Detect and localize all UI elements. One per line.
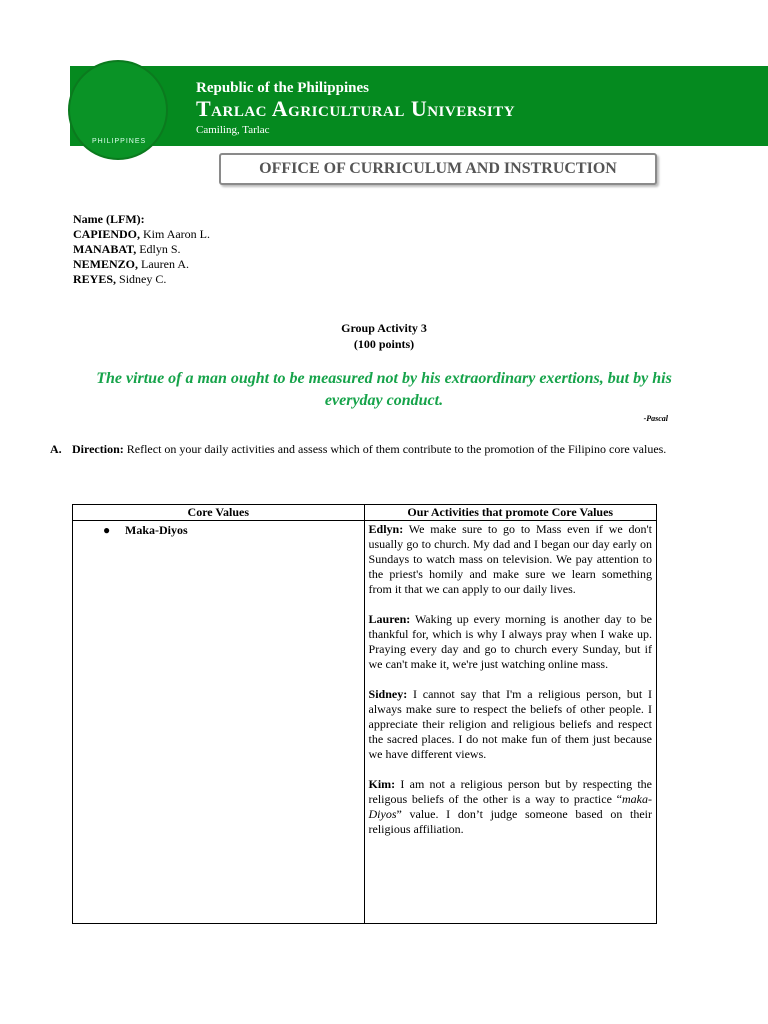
republic-heading: Republic of the Philippines [196,80,369,96]
table-row [73,521,657,924]
activity-points: (100 points) [353,337,415,351]
entry-lauren: Lauren: Waking up every morning is another day to be thankful for, which is why I always pray when I wake up. Praying every day and go to church every Sunday, but if we can't make it, we're just watching online mass. [368,612,652,671]
activities-cell [364,521,656,924]
bullet-icon: ● [103,523,111,537]
direction-section [50,442,693,457]
header-core-values: Core Values [73,505,365,521]
activity-title: Group Activity 3 [341,321,427,335]
member-row: CAPIENDO, Kim Aaron L. [73,227,211,241]
group-members [73,212,210,287]
university-location: Camiling, Tarlac [196,124,270,136]
university-seal [68,60,168,160]
names-label: Name (LFM): [73,212,145,226]
entry-kim: Kim: I am not a religious person but by respecting the religous beliefs of the other is a way to practice “maka-Diyos” value. I don’t judge someone based on their religious affiliation. [368,777,652,836]
quote-text: The virtue of a man ought to be measured not by his extraordinary exertions, but by his everyday conduct. [96,370,672,409]
core-values-table [72,504,657,924]
member-row: REYES, Sidney C. [73,272,167,286]
quote-author: -Pascal [643,414,668,423]
core-value-cell [73,521,365,924]
table-header-row [73,505,657,521]
direction-letter: A. [50,442,62,456]
header-activities: Our Activities that promote Core Values [364,505,656,521]
entry-sidney: Sidney: I cannot say that I'm a religious person, but I always make sure to respect the beliefs of other people. I appreciate their religion and religious beliefs and respect the sacred places. I do not make fun of them just because we have different views. [368,687,652,761]
member-row: NEMENZO, Lauren A. [73,257,189,271]
university-name: Tarlac Agricultural University [196,96,516,121]
direction-text: Direction: Reflect on your daily activities and assess which of them contribute to the promotion of the Filipino core values. [72,442,667,456]
seal-text: PHILIPPINES [92,138,147,145]
entry-edlyn: Edlyn: We make sure to go to Mass even if we don't usually go to church. My dad and I began our day early on Sundays to watch mass on television. We pay attention to the priest's homily and make sure we learn something from it that we can apply to our daily lives. [368,522,652,596]
member-row: MANABAT, Edlyn S. [73,242,181,256]
core-value-item: ● Maka-Diyos [103,523,188,537]
office-title: OFFICE OF CURRICULUM AND INSTRUCTION [219,153,657,185]
